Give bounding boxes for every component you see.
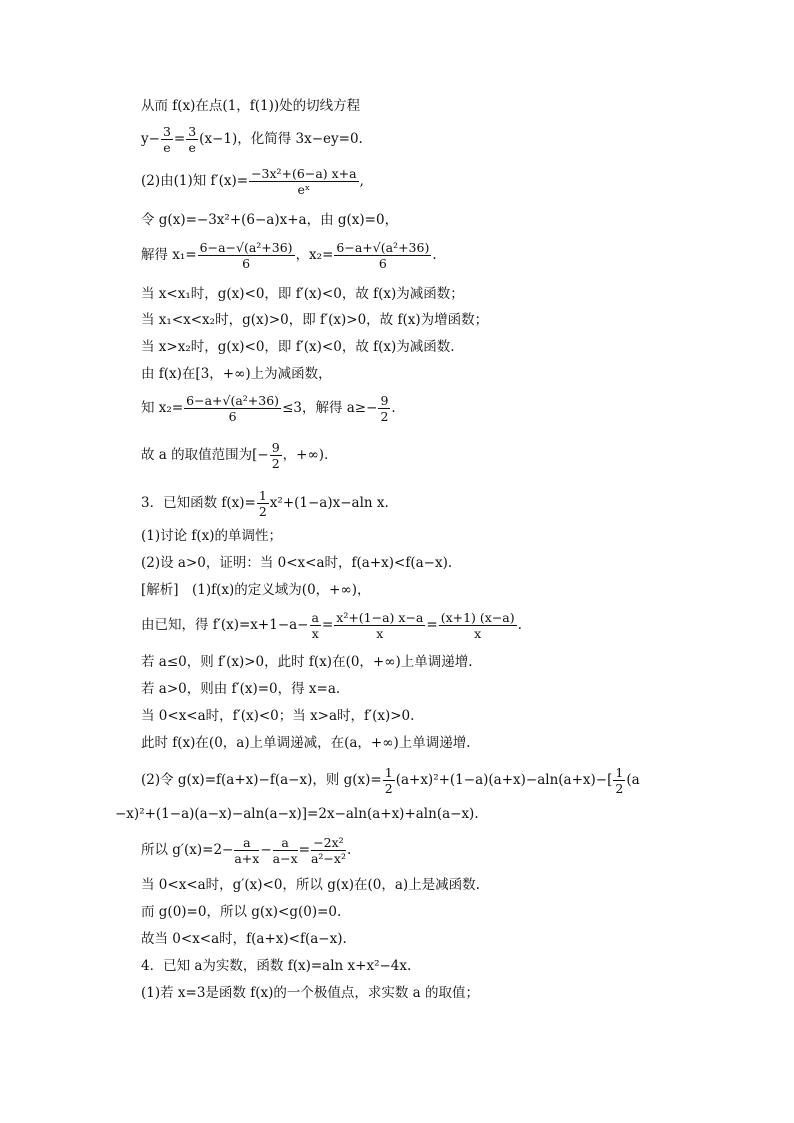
text-line: 解得 x₁= $\frac{\text{6−a−√(a²+36)}}{6}$ ，x₂= $\frac{\text{6−a+√(a²+36)}}{6}$ . <box>141 240 437 271</box>
fraction: $\frac{(x+1) (x-a)}{x}$ <box>440 610 515 641</box>
fraction: $\frac{9}{2}$ <box>271 440 280 471</box>
text-line: 故当 0<x<a时，f(a+x)<f(a−x). <box>141 931 347 947</box>
fraction: $\frac{1}{2}$ <box>384 765 393 796</box>
fraction: $\frac{\text{6−a−√(a²+36)}}{6}$ <box>199 240 293 271</box>
text-line: 由 f(x)在[3，+∞)上为减函数， <box>141 366 332 382</box>
fraction: $\frac{a}{a+x}$ <box>234 835 260 866</box>
fraction: $\frac{1}{2}$ <box>258 488 267 519</box>
text-line: (1)讨论 f(x)的单调性； <box>141 528 283 544</box>
text-line: 若 a>0，则由 f′(x)=0，得 x=a. <box>141 681 341 697</box>
text-line: 4．已知 a为实数，函数 f(x)=aln x+x²−4x. <box>141 958 412 974</box>
text-line: 而 g(0)=0，所以 g(x)<g(0)=0. <box>141 904 342 920</box>
fraction: $\frac{\text{−2x²}}{\text{a²−x²}}$ <box>310 835 346 866</box>
fraction: $\frac{a}{x}$ <box>311 610 319 641</box>
text-line: 所以 g′(x)=2− $\frac{a}{a+x}$ − $\frac{a}{a-x}$ = $\frac{\text{−2x²}}{\text{a²−x²}}$ . <box>141 835 352 866</box>
text-line: 当 0<x<a时，g′(x)<0，所以 g(x)在(0，a)上是减函数. <box>141 877 480 893</box>
fraction: $\frac{1}{2}$ <box>615 765 624 796</box>
text-line: 知 x₂= $\frac{\text{6−a+√(a²+36)}}{6}$ ≤3，解得 a≥− $\frac{9}{2}$ . <box>141 393 396 424</box>
fraction: $\frac{a}{a-x}$ <box>272 835 298 866</box>
text-line: 当 x>x₂时，g(x)<0，即 f′(x)<0，故 f(x)为减函数. <box>141 339 455 355</box>
fraction: $\frac{\text{−3x²+(6−a) x+a}}{\text{eˣ}}$ <box>251 166 357 197</box>
fraction: $\frac{9}{2}$ <box>380 393 389 424</box>
text-line: (1)若 x=3是函数 f(x)的一个极值点，求实数 a 的取值； <box>141 985 479 1001</box>
text-line: 当 x₁<x<x₂时，g(x)>0，即 f′(x)>0，故 f(x)为增函数； <box>141 312 489 328</box>
text-line: 当 x<x₁时，g(x)<0，即 f′(x)<0，故 f(x)为减函数； <box>141 286 464 302</box>
text-line: 此时 f(x)在(0，a)上单调递减，在(a，+∞)上单调递增. <box>141 735 471 751</box>
fraction: $\frac{\text{6−a+√(a²+36)}}{6}$ <box>336 240 430 271</box>
text-line: (2)设 a>0，证明：当 0<x<a时，f(a+x)<f(a−x). <box>141 555 453 571</box>
text-line: (2)令 g(x)=f(a+x)−f(a−x)，则 g(x)= $\frac{1}{2}$ (a+x)²+(1−a)(a+x)−aln(a+x)−[ $\frac{1}{2}$ (a <box>141 765 640 796</box>
text-line: −x)²+(1−a)(a−x)−aln(a−x)]=2x−aln(a+x)+aln(a−x). <box>115 806 479 822</box>
text-line: 令 g(x)=−3x²+(6−a)x+a，由 g(x)=0， <box>141 212 399 228</box>
text-line: (2)由(1)知 f′(x)= $\frac{\text{−3x²+(6−a) x+a}}{\text{eˣ}}$ , <box>141 166 364 197</box>
text-line: 由已知，得 f′(x)=x+1−a− $\frac{a}{x}$ = $\frac{\text{x²+(1−a) x−a}}{x}$ = $\frac{(x+1) (x-a)}{x}$ . <box>141 610 522 641</box>
text-line: 当 0<x<a时，f′(x)<0；当 x>a时，f′(x)>0. <box>141 708 415 724</box>
fraction: $\frac{3}{e}$ <box>188 124 197 155</box>
text-line: 故 a 的取值范围为[− $\frac{9}{2}$ ，+∞). <box>141 440 329 471</box>
text-line: 若 a≤0，则 f′(x)>0，此时 f(x)在(0，+∞)上单调递增. <box>141 654 473 670</box>
text-line: 从而 f(x)在点(1，f(1))处的切线方程 <box>141 98 361 114</box>
fraction: $\frac{3}{e}$ <box>162 124 171 155</box>
text-line: [解析] (1)f(x)的定义域为(0，+∞)， <box>141 582 371 598</box>
text-line: 3．已知函数 f(x)= $\frac{1}{2}$ x²+(1−a)x−aln x. <box>141 488 389 519</box>
fraction: $\frac{\text{6−a+√(a²+36)}}{6}$ <box>186 393 280 424</box>
text-line: y− $\frac{3}{e}$ = $\frac{3}{e}$ (x−1)，化简得 3x−ey=0. <box>141 124 363 155</box>
fraction: $\frac{\text{x²+(1−a) x−a}}{x}$ <box>336 610 424 641</box>
